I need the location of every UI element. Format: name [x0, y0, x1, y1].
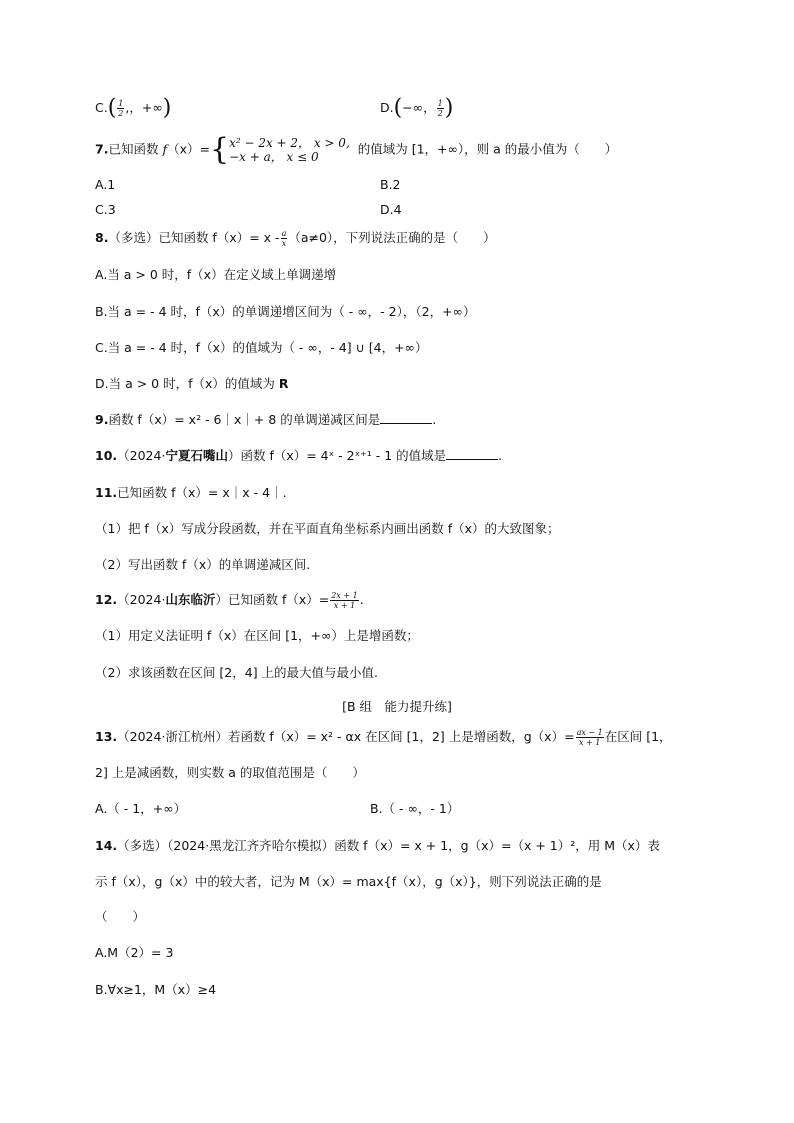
q14-stem-line2: 示 f（x），g（x）中的较大者，记为 M（x）= max{f（x），g（x）}，则下列说法正确的是: [95, 874, 602, 889]
q8-option-c: C.当 a = - 4 时，f（x）的值域为（ - ∞，- 4] ∪ [4，+∞）: [95, 340, 428, 355]
q8-stem: 8.（多选）已知函数 f（x）= x - $\frac{a}{x}$ （a≠0），下列说法正确的是（ ）: [95, 229, 496, 248]
q13-stem-line2: 2] 上是减函数，则实数 a 的取值范围是（ ）: [95, 765, 365, 780]
q14-answer-paren: （ ）: [95, 909, 146, 924]
section-heading: [B 组 能力提升练]: [342, 699, 452, 714]
q7-option-d: D.4: [380, 202, 402, 217]
q9-answer-blank[interactable]: [380, 411, 432, 424]
q13-stem: 13.（2024·浙江杭州）若函数 f（x）= x² - αx 在区间 [1，2] 上是增函数，g（x）= $\frac{ax - 1}{x + 1}$ 在区间 [1，: [95, 728, 672, 747]
q6-option-c: C.( $\frac{1}{2}$ ,，+∞): [95, 95, 172, 121]
q13-option-a: A.（ - 1，+∞）: [95, 801, 187, 816]
q7-option-b: B.2: [380, 177, 401, 192]
q10-stem: 10.（2024·宁夏石嘴山）函数 f（x）= 4ˣ - 2ˣ⁺¹ - 1 的值域是 .: [95, 448, 503, 463]
q7-option-a: A.1: [95, 177, 116, 192]
q7-option-c: C.3: [95, 202, 116, 217]
q11-stem: 11.已知函数 f（x）= x｜x - 4｜.: [95, 485, 287, 500]
q13-option-b: B.（ - ∞，- 1）: [370, 801, 460, 816]
q6-option-d: D.(−∞， $\frac{1}{2}$ ): [380, 95, 454, 121]
q14-option-a: A.M（2）= 3: [95, 945, 174, 960]
q11-part-2: （2）写出函数 f（x）的单调递减区间.: [95, 557, 311, 572]
q9-stem: 9.函数 f（x）= x² - 6｜x｜+ 8 的单调递减区间是 .: [95, 412, 437, 427]
q14-stem: 14.（多选）（2024·黑龙江齐齐哈尔模拟）函数 f（x）= x + 1，g（x）=（x + 1）²，用 M（x）表: [95, 838, 660, 853]
q8-option-a: A.当 a > 0 时，f（x）在定义域上单调递增: [95, 267, 337, 282]
q12-stem: 12.（2024·山东临沂）已知函数 f（x）= $\frac{2x + 1}{x + 1}$ .: [95, 591, 364, 610]
q12-part-1: （1）用定义法证明 f（x）在区间 [1，+∞）上是增函数；: [95, 628, 419, 643]
q11-part-1: （1）把 f（x）写成分段函数，并在平面直角坐标系内画出函数 f（x）的大致图象；: [95, 521, 560, 536]
q7-stem: 7.已知函数 f（x）={ x² − 2x + 2， x > 0, −x + a， x ≤ 0 的值域为 [1，+∞），则 a 的最小值为（ ）: [95, 132, 618, 167]
q8-option-d: D.当 a > 0 时，f（x）的值域为 R: [95, 376, 289, 391]
q14-option-b: B.∀x≥1，M（x）≥4: [95, 982, 217, 997]
q12-part-2: （2）求该函数在区间 [2，4] 上的最大值与最小值.: [95, 665, 379, 680]
q10-answer-blank[interactable]: [446, 447, 498, 460]
q8-option-b: B.当 a = - 4 时，f（x）的单调递增区间为（ - ∞，- 2），（2，+∞）: [95, 304, 476, 319]
q7-piecewise: x² − 2x + 2， x > 0, −x + a， x ≤ 0: [229, 136, 350, 164]
